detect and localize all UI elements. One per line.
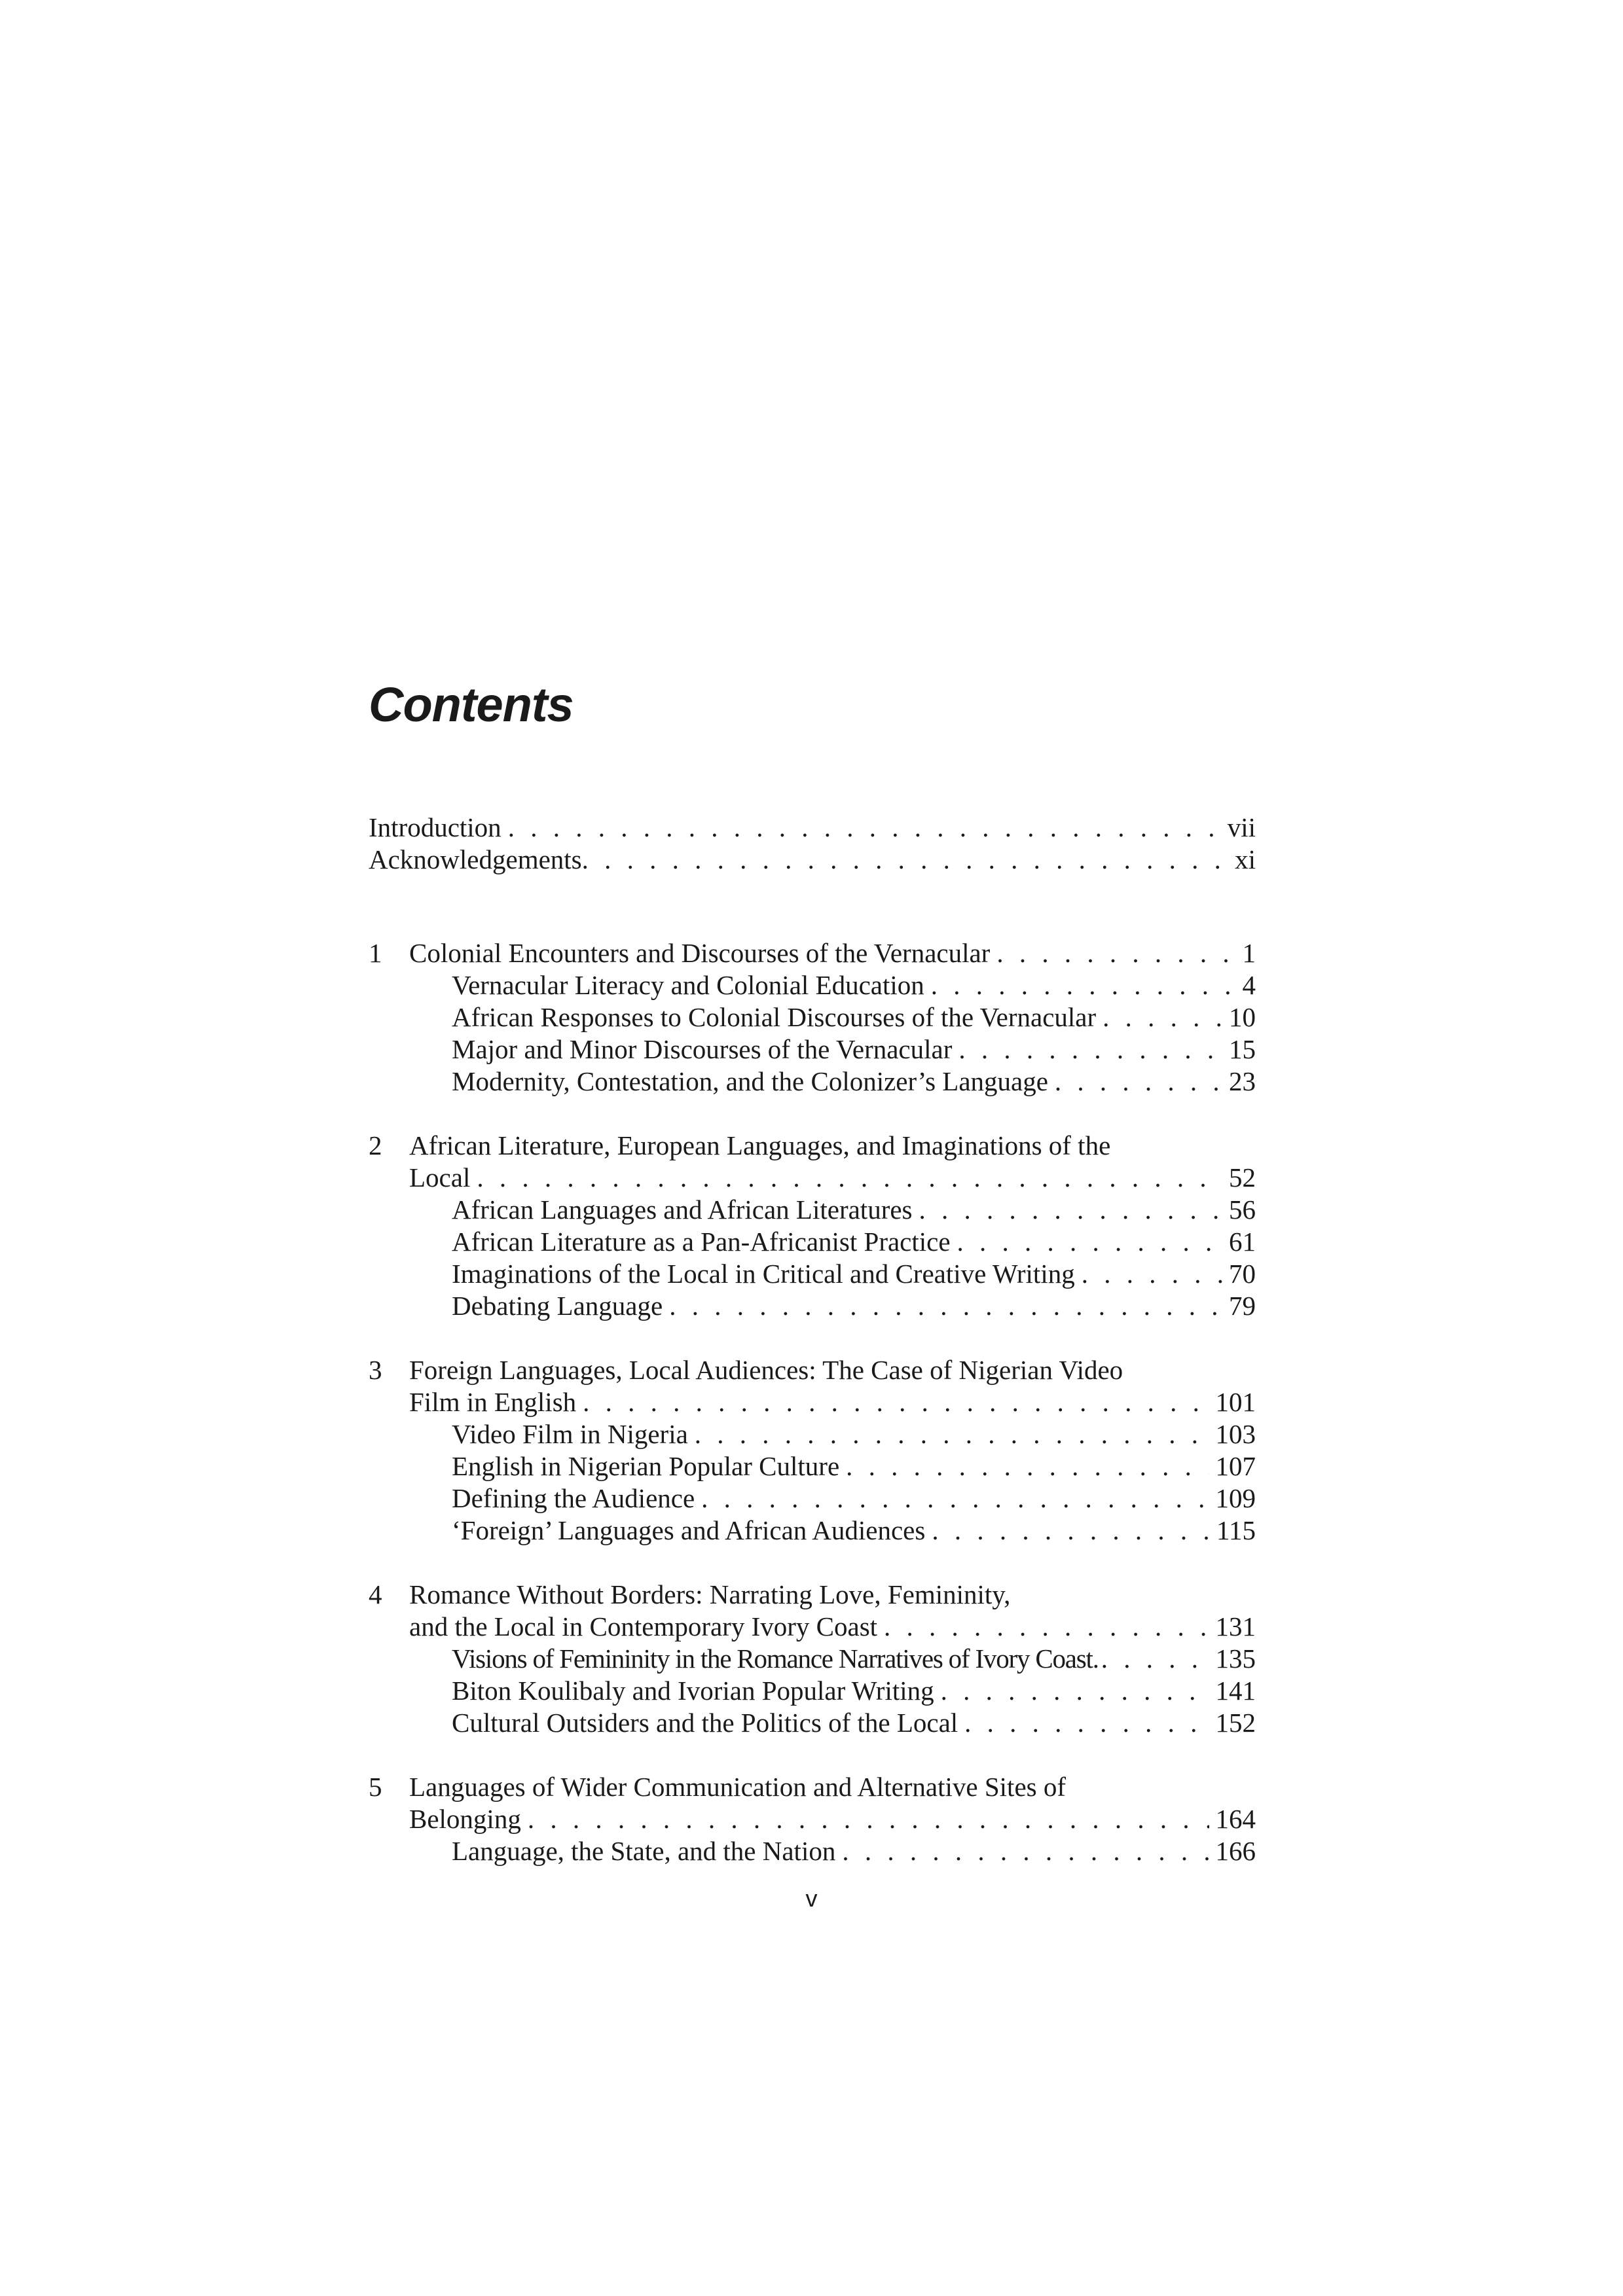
section-title: Modernity, Contestation, and the Colonizer’s Language — [452, 1066, 1048, 1096]
chapter-number: 5 — [369, 1772, 382, 1802]
toc-page-number: xi — [1235, 844, 1256, 874]
toc-section-entry[interactable] — [369, 1258, 1256, 1290]
section-title: ‘Foreign’ Languages and African Audiences — [452, 1515, 926, 1545]
toc-page-number: 115 — [1216, 1515, 1256, 1545]
chapter-number: 4 — [369, 1579, 382, 1609]
section-title: African Responses to Colonial Discourses of the Vernacular — [452, 1002, 1097, 1032]
toc-chapter-3 — [369, 1354, 1256, 1547]
contents-heading: Contents — [369, 677, 574, 732]
toc-entry-title: Introduction — [369, 812, 501, 842]
toc-section-entry[interactable] — [369, 1515, 1256, 1547]
dot-leader — [477, 1162, 1222, 1194]
section-title: African Languages and African Literatures — [452, 1194, 913, 1225]
toc-section-entry[interactable] — [369, 1835, 1256, 1867]
toc-entry-title: Acknowledgements — [369, 844, 582, 874]
dot-leader — [528, 1803, 1209, 1835]
toc-chapter-title-continuation[interactable] — [369, 1803, 1256, 1835]
toc-chapter-5 — [369, 1771, 1256, 1867]
toc-chapter-title-continuation[interactable] — [369, 1162, 1256, 1194]
toc-section-entry[interactable] — [369, 1033, 1256, 1066]
section-title: Major and Minor Discourses of the Vernacular — [452, 1034, 953, 1064]
dot-leader — [1103, 1001, 1222, 1033]
toc-page-number: 131 — [1215, 1611, 1256, 1641]
toc-page-number: 10 — [1229, 1002, 1256, 1032]
toc-entry-acknowledgements[interactable] — [369, 844, 1256, 876]
toc-page-number: 15 — [1229, 1034, 1256, 1064]
toc-chapter-title-line[interactable] — [369, 1771, 1256, 1803]
toc-chapter-title-line[interactable] — [369, 1579, 1256, 1611]
section-title: Visions of Femininity in the Romance Narratives of Ivory Coast. — [452, 1643, 1099, 1674]
dot-leader — [941, 1675, 1209, 1707]
chapter-title: Languages of Wider Communication and Alternative Sites of — [409, 1772, 1066, 1802]
toc-section-entry[interactable] — [369, 1675, 1256, 1707]
dot-leader — [695, 1418, 1209, 1450]
toc-page-number: 101 — [1215, 1387, 1256, 1417]
page-folio: v — [805, 1885, 818, 1912]
toc-page-number: 164 — [1215, 1804, 1256, 1834]
section-title: African Literature as a Pan-Africanist Practice — [452, 1227, 951, 1257]
toc-chapter-1 — [369, 937, 1256, 1098]
toc-chapter-4 — [369, 1579, 1256, 1739]
toc-page-number: 152 — [1215, 1708, 1256, 1738]
dot-leader — [932, 1515, 1210, 1547]
toc-section-entry[interactable] — [369, 1226, 1256, 1258]
toc-section-entry[interactable] — [369, 1643, 1256, 1675]
toc-chapter-title-line[interactable] — [369, 937, 1256, 969]
dot-leader — [583, 1386, 1209, 1418]
toc-page-number: 103 — [1215, 1419, 1256, 1449]
dot-leader — [1101, 1643, 1213, 1675]
toc-page-number: 109 — [1215, 1483, 1256, 1513]
toc-page-number: 1 — [1242, 938, 1256, 968]
section-title: Video Film in Nigeria — [452, 1419, 688, 1449]
chapter-title-continuation: Local — [409, 1162, 471, 1193]
toc-chapter-title-continuation[interactable] — [369, 1611, 1256, 1643]
dot-leader — [701, 1482, 1209, 1515]
dot-leader — [957, 1226, 1222, 1258]
toc-section-entry[interactable] — [369, 1290, 1256, 1322]
toc-page-number: 61 — [1229, 1227, 1256, 1257]
chapter-title: Romance Without Borders: Narrating Love, Femininity, — [409, 1579, 1011, 1609]
dot-leader — [846, 1450, 1209, 1482]
dot-leader — [842, 1835, 1209, 1867]
chapter-number: 1 — [369, 938, 382, 968]
toc-page-number: 70 — [1229, 1259, 1256, 1289]
toc-section-entry[interactable] — [369, 1066, 1256, 1098]
dot-leader — [958, 1033, 1222, 1066]
section-title: Debating Language — [452, 1291, 663, 1321]
toc-section-entry[interactable] — [369, 1418, 1256, 1450]
dot-leader — [931, 969, 1236, 1001]
dot-leader — [884, 1611, 1209, 1643]
dot-leader — [669, 1290, 1222, 1322]
toc-page-number: 4 — [1242, 970, 1256, 1000]
toc-section-entry[interactable] — [369, 1194, 1256, 1226]
toc-page-number: vii — [1227, 812, 1256, 842]
dot-leader — [964, 1707, 1209, 1739]
toc-chapter-2 — [369, 1130, 1256, 1322]
toc-chapter-title-line[interactable] — [369, 1130, 1256, 1162]
chapter-title-continuation: and the Local in Contemporary Ivory Coast — [409, 1611, 878, 1641]
section-title: Biton Koulibaly and Ivorian Popular Writing — [452, 1676, 934, 1706]
section-title: Imaginations of the Local in Critical and Creative Writing — [452, 1259, 1075, 1289]
toc-section-entry[interactable] — [369, 969, 1256, 1001]
dot-leader — [582, 844, 1228, 876]
toc-page-number: 56 — [1229, 1194, 1256, 1225]
front-matter-list — [369, 812, 1256, 876]
chapter-title: Colonial Encounters and Discourses of the Vernacular — [409, 938, 991, 968]
toc-page-number: 141 — [1215, 1676, 1256, 1706]
toc-chapter-title-line[interactable] — [369, 1354, 1256, 1386]
toc-section-entry[interactable] — [369, 1001, 1256, 1033]
toc-chapter-title-continuation[interactable] — [369, 1386, 1256, 1418]
section-title: Defining the Audience — [452, 1483, 695, 1513]
chapter-title-continuation: Film in English — [409, 1387, 577, 1417]
dot-leader — [1055, 1066, 1222, 1098]
dot-leader — [919, 1194, 1222, 1226]
toc-section-entry[interactable] — [369, 1450, 1256, 1482]
table-of-contents — [369, 812, 1256, 1867]
section-title: Cultural Outsiders and the Politics of the Local — [452, 1708, 958, 1738]
toc-section-entry[interactable] — [369, 1707, 1256, 1739]
toc-page-number: 52 — [1229, 1162, 1256, 1193]
dot-leader — [996, 937, 1235, 969]
chapter-number: 2 — [369, 1130, 382, 1160]
chapter-number: 3 — [369, 1355, 382, 1385]
dot-leader — [508, 812, 1221, 844]
chapter-title: Foreign Languages, Local Audiences: The Case of Nigerian Video — [409, 1355, 1123, 1385]
toc-page-number: 79 — [1229, 1291, 1256, 1321]
toc-entry-introduction[interactable] — [369, 812, 1256, 844]
section-title: Vernacular Literacy and Colonial Education — [452, 970, 924, 1000]
toc-page-number: 166 — [1215, 1836, 1256, 1866]
chapter-title: African Literature, European Languages, and Imaginations of the — [409, 1130, 1111, 1160]
toc-page-number: 107 — [1215, 1451, 1256, 1481]
dot-leader — [1082, 1258, 1222, 1290]
toc-page-number: 135 — [1215, 1643, 1256, 1674]
chapter-title-continuation: Belonging — [409, 1804, 521, 1834]
toc-page-number: 23 — [1229, 1066, 1256, 1096]
section-title: English in Nigerian Popular Culture — [452, 1451, 840, 1481]
toc-section-entry[interactable] — [369, 1482, 1256, 1515]
section-title: Language, the State, and the Nation — [452, 1836, 836, 1866]
